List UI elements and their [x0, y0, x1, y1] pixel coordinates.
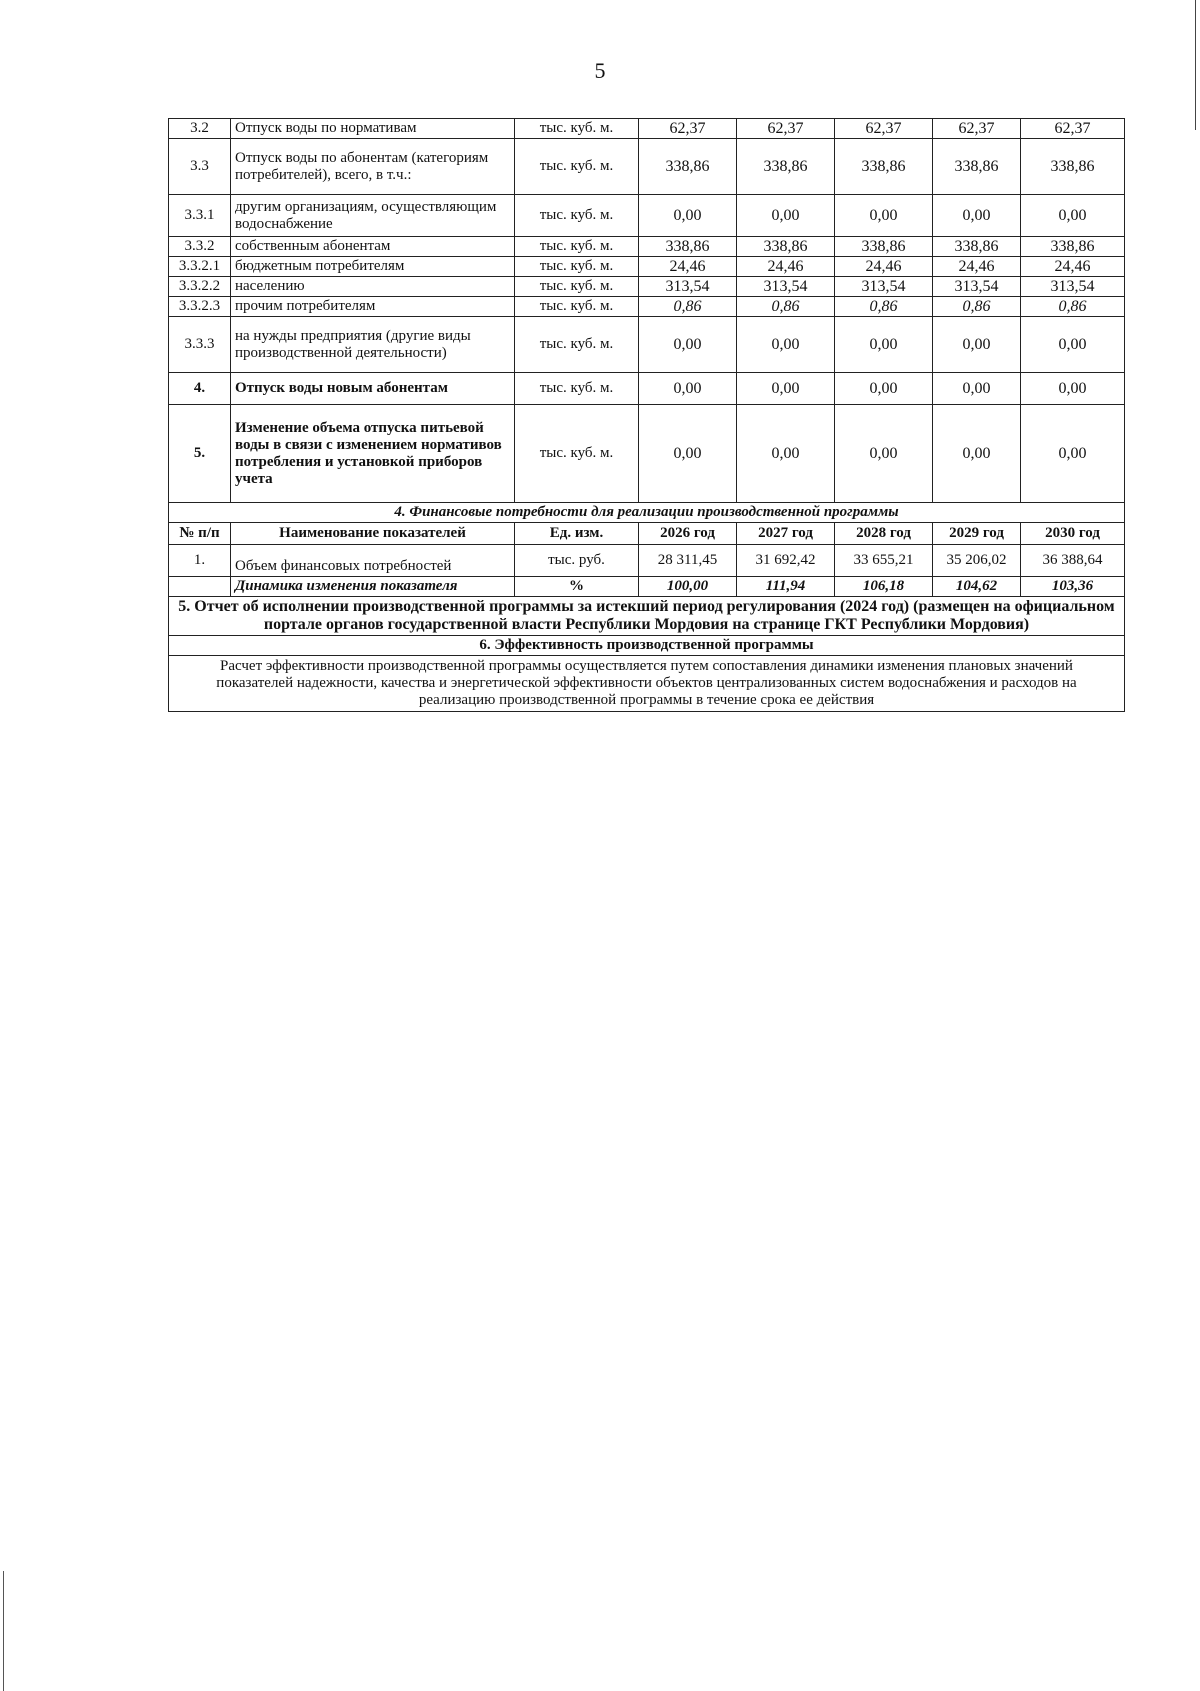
- value-cell: 24,46: [639, 257, 737, 277]
- section-row: [169, 656, 1125, 712]
- header-year: 2029 год: [933, 523, 1021, 545]
- header-year: 2027 год: [737, 523, 835, 545]
- value-cell: 313,54: [1021, 277, 1125, 297]
- value-cell: 0,00: [933, 373, 1021, 405]
- value-cell: 62,37: [737, 119, 835, 139]
- value-cell: 0,00: [1021, 373, 1125, 405]
- row-unit: тыс. куб. м.: [515, 139, 639, 195]
- row-number: 5.: [169, 405, 231, 503]
- row-name: населению: [231, 277, 515, 297]
- value-cell: 36 388,64: [1021, 545, 1125, 577]
- value-cell: 0,00: [933, 195, 1021, 237]
- header-year: 2026 год: [639, 523, 737, 545]
- row-name: на нужды предприятия (другие виды производственной деятельности): [231, 317, 515, 373]
- section-5-title: 5. Отчет об исполнении производственной программы за истекший период регулирования (2024 год) (размещен на официальном портале органов государственной власти Республики Мордовия на странице ГКТ Республики Мордовия): [169, 597, 1125, 636]
- header-num: № п/п: [169, 523, 231, 545]
- value-cell: 62,37: [933, 119, 1021, 139]
- value-cell: 0,00: [639, 373, 737, 405]
- section-6-title: 6. Эффективность производственной программы: [169, 636, 1125, 656]
- value-cell: 313,54: [933, 277, 1021, 297]
- table-row: [169, 119, 1125, 139]
- value-cell: 0,00: [737, 317, 835, 373]
- value-cell: 338,86: [933, 139, 1021, 195]
- header-unit: Ед. изм.: [515, 523, 639, 545]
- table-row: [169, 257, 1125, 277]
- table-row: [169, 317, 1125, 373]
- value-cell: 0,00: [1021, 195, 1125, 237]
- row-unit: тыс. куб. м.: [515, 373, 639, 405]
- table-row: [169, 297, 1125, 317]
- value-cell: 33 655,21: [835, 545, 933, 577]
- value-cell: 31 692,42: [737, 545, 835, 577]
- row-number: 3.3.3: [169, 317, 231, 373]
- row-number: 3.3.2.2: [169, 277, 231, 297]
- value-cell: 313,54: [835, 277, 933, 297]
- value-cell: 62,37: [835, 119, 933, 139]
- value-cell: 313,54: [737, 277, 835, 297]
- value-cell: 62,37: [1021, 119, 1125, 139]
- row-unit: тыс. куб. м.: [515, 195, 639, 237]
- row-unit: тыс. куб. м.: [515, 317, 639, 373]
- row-name: бюджетным потребителям: [231, 257, 515, 277]
- value-cell: 24,46: [737, 257, 835, 277]
- value-cell: 62,37: [639, 119, 737, 139]
- table-row: [169, 405, 1125, 503]
- row-number: 3.3.1: [169, 195, 231, 237]
- value-cell: 0,00: [737, 405, 835, 503]
- value-cell: 0,86: [933, 297, 1021, 317]
- section-row: [169, 597, 1125, 636]
- section-header-row: [169, 503, 1125, 523]
- header-year: 2028 год: [835, 523, 933, 545]
- table-header-row: [169, 523, 1125, 545]
- value-cell: 0,00: [737, 195, 835, 237]
- section-header-row: [169, 636, 1125, 656]
- value-cell: 0,86: [835, 297, 933, 317]
- program-table: [168, 118, 1125, 712]
- value-cell: 106,18: [835, 577, 933, 597]
- scan-edge-line-bottom: [3, 1571, 4, 1691]
- value-cell: 24,46: [933, 257, 1021, 277]
- value-cell: 0,00: [835, 317, 933, 373]
- table-row: [169, 373, 1125, 405]
- row-number: 3.3.2.1: [169, 257, 231, 277]
- table-row: [169, 139, 1125, 195]
- value-cell: 0,00: [933, 317, 1021, 373]
- value-cell: 103,36: [1021, 577, 1125, 597]
- value-cell: 0,00: [933, 405, 1021, 503]
- page-number: 5: [594, 58, 606, 83]
- value-cell: 338,86: [835, 139, 933, 195]
- row-name: прочим потребителям: [231, 297, 515, 317]
- table-row: [169, 545, 1125, 577]
- table-row: [169, 237, 1125, 257]
- value-cell: 313,54: [639, 277, 737, 297]
- value-cell: 0,86: [737, 297, 835, 317]
- value-cell: 0,00: [835, 405, 933, 503]
- row-number: 3.2: [169, 119, 231, 139]
- section-6-text: Расчет эффективности производственной программы осуществляется путем сопоставления динамики изменения плановых значений показателей надежности, качества и энергетической эффективности объектов централизованных систем водоснабжения и расходов на реализацию производственной программы в течение срока ее действия: [169, 656, 1125, 712]
- table-row: [169, 577, 1125, 597]
- value-cell: 35 206,02: [933, 545, 1021, 577]
- row-name: Объем финансовых потребностей: [231, 545, 515, 577]
- row-unit: тыс. куб. м.: [515, 297, 639, 317]
- row-name: Отпуск воды по нормативам: [231, 119, 515, 139]
- value-cell: 24,46: [1021, 257, 1125, 277]
- value-cell: 338,86: [737, 139, 835, 195]
- value-cell: 0,00: [835, 373, 933, 405]
- value-cell: 0,00: [639, 405, 737, 503]
- value-cell: 338,86: [1021, 237, 1125, 257]
- value-cell: 0,00: [639, 195, 737, 237]
- row-name: собственным абонентам: [231, 237, 515, 257]
- value-cell: 338,86: [737, 237, 835, 257]
- value-cell: 111,94: [737, 577, 835, 597]
- value-cell: 0,00: [639, 317, 737, 373]
- scan-edge-line: [1195, 0, 1196, 130]
- header-name: Наименование показателей: [231, 523, 515, 545]
- row-number: 3.3.2: [169, 237, 231, 257]
- value-cell: 338,86: [639, 237, 737, 257]
- row-name: Изменение объема отпуска питьевой воды в связи с изменением нормативов потребления и установкой приборов учета: [231, 405, 515, 503]
- header-year: 2030 год: [1021, 523, 1125, 545]
- row-name: Отпуск воды новым абонентам: [231, 373, 515, 405]
- value-cell: 0,86: [639, 297, 737, 317]
- row-unit: тыс. куб. м.: [515, 405, 639, 503]
- value-cell: 338,86: [835, 237, 933, 257]
- value-cell: 338,86: [1021, 139, 1125, 195]
- row-unit: %: [515, 577, 639, 597]
- row-unit: тыс. куб. м.: [515, 277, 639, 297]
- section-4-title: 4. Финансовые потребности для реализации производственной программы: [169, 503, 1125, 523]
- value-cell: 338,86: [933, 237, 1021, 257]
- table-row: [169, 195, 1125, 237]
- value-cell: 0,00: [1021, 405, 1125, 503]
- value-cell: 28 311,45: [639, 545, 737, 577]
- row-unit: тыс. куб. м.: [515, 119, 639, 139]
- value-cell: 0,00: [835, 195, 933, 237]
- table-row: [169, 277, 1125, 297]
- value-cell: 338,86: [639, 139, 737, 195]
- value-cell: 100,00: [639, 577, 737, 597]
- row-name: Отпуск воды по абонентам (категориям потребителей), всего, в т.ч.:: [231, 139, 515, 195]
- value-cell: 104,62: [933, 577, 1021, 597]
- row-unit: тыс. куб. м.: [515, 257, 639, 277]
- value-cell: 0,00: [1021, 317, 1125, 373]
- row-name: другим организациям, осуществляющим водоснабжение: [231, 195, 515, 237]
- row-number: 3.3: [169, 139, 231, 195]
- row-number: 4.: [169, 373, 231, 405]
- row-number: 3.3.2.3: [169, 297, 231, 317]
- row-number-empty: [169, 577, 231, 597]
- row-name: Динамика изменения показателя: [231, 577, 515, 597]
- row-unit: тыс. руб.: [515, 545, 639, 577]
- value-cell: 0,86: [1021, 297, 1125, 317]
- row-unit: тыс. куб. м.: [515, 237, 639, 257]
- value-cell: 0,00: [737, 373, 835, 405]
- value-cell: 24,46: [835, 257, 933, 277]
- row-number: 1.: [169, 545, 231, 577]
